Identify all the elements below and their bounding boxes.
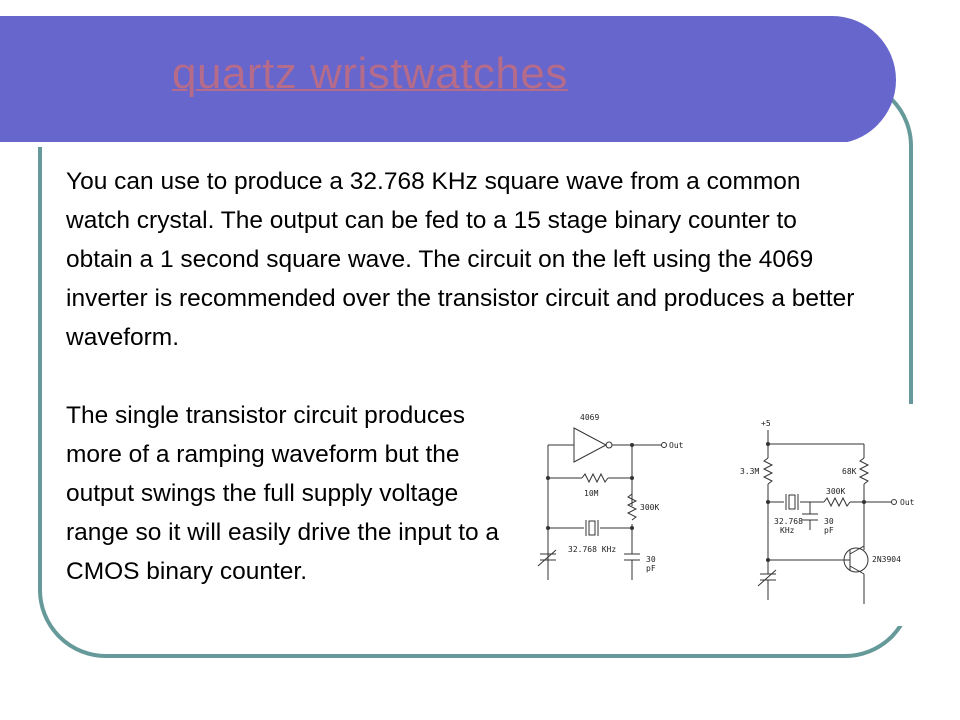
- label-khz-right: KHz: [780, 526, 795, 535]
- label-10m: 10M: [584, 489, 599, 498]
- label-plus5: +5: [761, 419, 771, 428]
- label-pf-right: pF: [824, 526, 834, 535]
- label-32768-right: 32.768: [774, 517, 803, 526]
- resistor-10m: [582, 474, 608, 482]
- resistor-3m3: [764, 458, 772, 484]
- inverter-symbol: [574, 428, 606, 462]
- resistor-300k-right: [824, 498, 850, 506]
- label-30-right: 30: [824, 517, 834, 526]
- title-band-divider: [0, 142, 848, 147]
- label-out-right: Out: [900, 498, 915, 507]
- resistor-68k: [860, 458, 868, 484]
- label-crystal-left: 32.768 KHz: [568, 545, 617, 554]
- label-2n3904: 2N3904: [872, 555, 901, 564]
- body-paragraph-1: You can use to produce a 32.768 KHz square wave from a common watch crystal. The output can be fed to a 15 stage binary counter to obtain a 1 second square wave. The circuit on the left using the 4069 inverter is recommended over the transistor circuit and produces a better waveform.: [66, 168, 855, 351]
- schematic-drawing: [528, 404, 928, 626]
- label-pf-left: pF: [646, 564, 656, 573]
- label-out-left: Out: [669, 441, 684, 450]
- label-4069: 4069: [580, 413, 600, 422]
- slide-title-link[interactable]: quartz wristwatches: [172, 49, 568, 98]
- label-3m3: 3.3M: [740, 467, 760, 476]
- label-68k: 68K: [842, 467, 857, 476]
- label-300k-left: 300K: [640, 503, 660, 512]
- oscillator-schematic: [528, 404, 928, 626]
- body-paragraph-2: The single transistor circuit produces more of a ramping waveform but the output swings the full supply voltage range so it will easily drive the input to a CMOS binary counter.: [66, 402, 500, 585]
- label-300k-right: 300K: [826, 487, 846, 496]
- label-30-left: 30: [646, 555, 656, 564]
